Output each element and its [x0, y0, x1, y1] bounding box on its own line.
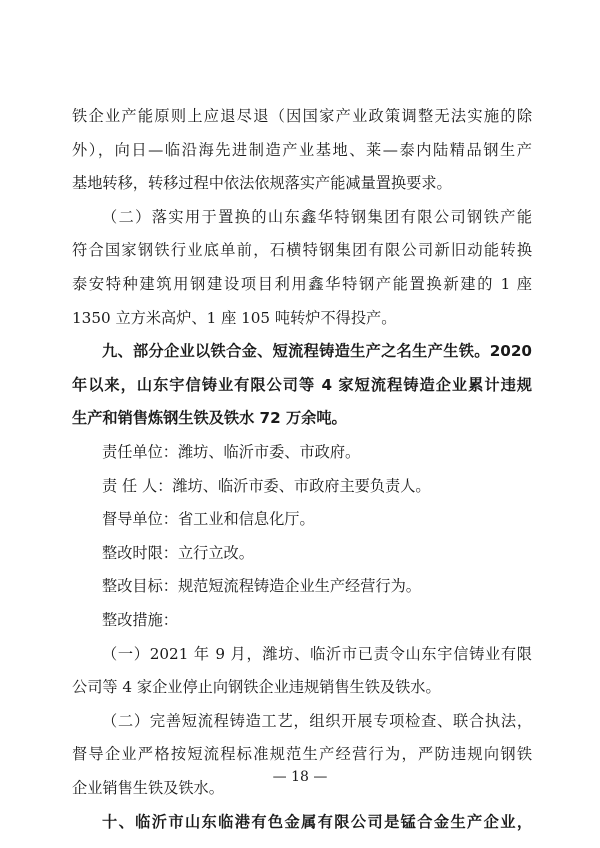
section-heading-line: 十、临沂市山东临港有色金属有限公司是锰合金生产企业， [102, 813, 532, 831]
paragraph-line: 督导企业严格按短流程标准规范生产经营行为，严防违规向钢铁 [72, 745, 532, 763]
paragraph-line: 铁企业产能原则上应退尽退（因国家产业政策调整无法实施的除 [72, 107, 532, 125]
field-supervising-unit: 督导单位：省工业和信息化厅。 [102, 510, 315, 528]
paragraph-line: 符合国家钢铁行业底单前，石横特钢集团有限公司新旧动能转换 [72, 241, 532, 259]
paragraph-line: 企业销售生铁及铁水。 [72, 779, 224, 797]
paragraph-line: （二）完善短流程铸造工艺，组织开展专项检查、联合执法， [102, 712, 532, 730]
paragraph-line: （二）落实用于置换的山东鑫华特钢集团有限公司钢铁产能 [102, 208, 532, 226]
paragraph-line: 泰安特种建筑用钢建设项目利用鑫华特钢产能置换新建的 1 座 [72, 275, 532, 293]
paragraph-line: 公司等 4 家企业停止向钢铁企业违规销售生铁及铁水。 [72, 678, 441, 696]
section-heading-line: 生产和销售炼钢生铁及铁水 72 万余吨。 [72, 409, 347, 427]
field-measures: 整改措施： [102, 611, 178, 629]
field-goal: 整改目标：规范短流程铸造企业生产经营行为。 [102, 577, 421, 595]
paragraph-line: 1350 立方米高炉、1 座 105 吨转炉不得投产。 [72, 309, 397, 327]
field-responsible-unit: 责任单位：潍坊、临沂市委、市政府。 [102, 443, 361, 461]
section-heading-line: 九、部分企业以铁合金、短流程铸造生产之名生产生铁。2020 [102, 342, 532, 360]
field-responsible-person: 责 任 人：潍坊、临沂市委、市政府主要负责人。 [102, 477, 431, 495]
paragraph-line: 外），向日—临沿海先进制造产业基地、莱—泰内陆精品钢生产 [72, 141, 532, 159]
page-number: — 18 — [272, 769, 328, 785]
field-deadline: 整改时限：立行立改。 [102, 544, 254, 562]
paragraph-line: （一）2021 年 9 月，潍坊、临沂市已责令山东宇信铸业有限 [102, 645, 532, 663]
section-heading-line: 年以来，山东宇信铸业有限公司等 4 家短流程铸造企业累计违规 [72, 376, 532, 394]
paragraph-line: 基地转移，转移过程中依法依规落实产能减量置换要求。 [72, 174, 452, 192]
